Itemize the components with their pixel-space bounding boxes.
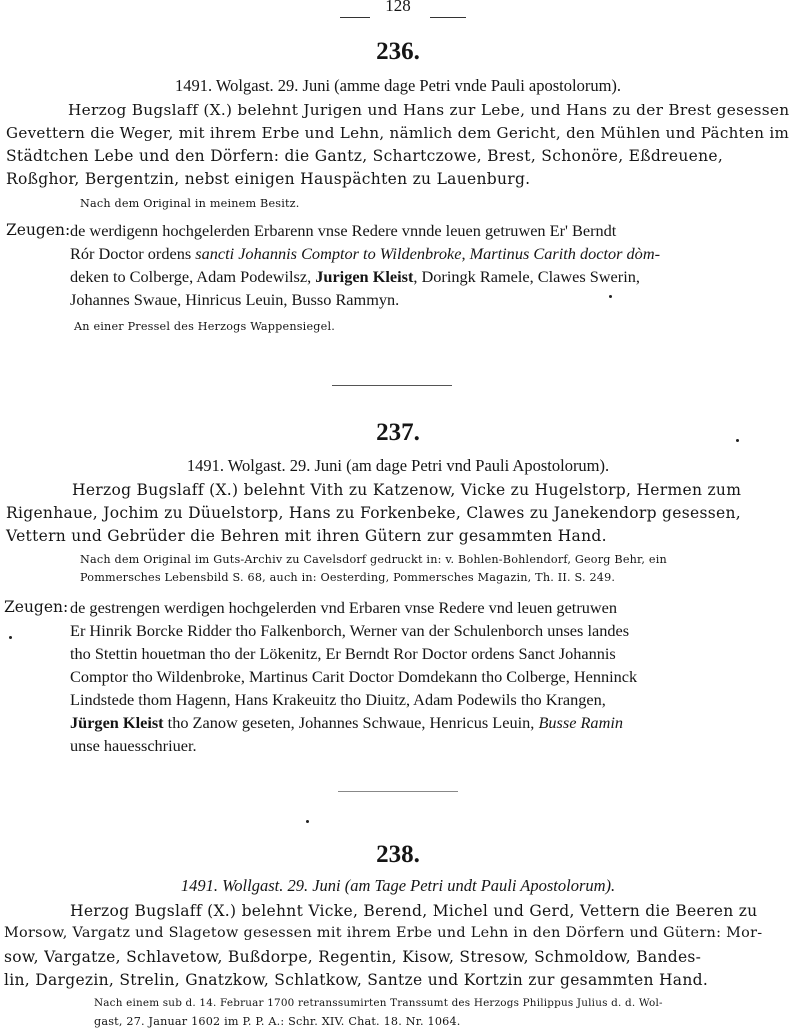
witness-text: tho Zanow geseten, Johannes Schwaue, Henricus Leuin, [163, 713, 539, 732]
document-237-witnesses-line: Er Hinrik Borcke Ridder tho Falkenborch, Werner van der Schulenborch unses landes [70, 621, 630, 640]
witness-name-kleist: Jurigen Kleist [315, 267, 414, 286]
witness-text: deken to Colberge, Adam Podewilsz, [70, 267, 316, 286]
document-number-237: 237. [376, 419, 420, 446]
document-237-witnesses-line: tho Stettin houetman tho der Lökenitz, Er Berndt Ror Doctor ordens Sanct Johannis [70, 644, 616, 663]
document-238-body-line: Herzog Bugslaff (X.) belehnt Vicke, Berend, Michel und Gerd, Vettern die Beeren zu [70, 902, 758, 920]
document-236-body-line: Gevettern die Weger, mit ihrem Erbe und Lehn, nämlich dem Gericht, den Mühlen und Pächten im [6, 124, 790, 142]
document-238-source-note: Nach einem sub d. 14. Februar 1700 retranssumirten Transsumt des Herzogs Philippus Julius d. d. Wol- [94, 997, 663, 1009]
witness-text: Rór Doctor ordens [70, 244, 196, 263]
section-divider [338, 791, 458, 792]
document-237-source-note: Nach dem Original im Guts-Archiv zu Cavelsdorf gedruckt in: v. Bohlen-Bohlendorf, Georg Behr, ein [80, 553, 667, 566]
document-236-body-line: Herzog Bugslaff (X.) belehnt Jurigen und Hans zur Lebe, und Hans zu der Brest gesessen [68, 101, 790, 119]
document-236-witnesses-line: Johannes Swaue, Hinricus Leuin, Busso Rammyn. [70, 290, 400, 309]
witness-text-italic: sancti Johannis Comptor to Wildenbroke, Martinus Carith doctor dòm- [195, 244, 661, 263]
document-236-witnesses-label: Zeugen: [6, 221, 71, 239]
print-speck [609, 295, 612, 298]
document-236-seal-note: An einer Pressel des Herzogs Wappensiegel. [74, 320, 335, 333]
document-237-date-place: 1491. Wolgast. 29. Juni (am dage Petri vnd Pauli Apostolorum). [186, 456, 610, 475]
document-236-body-line: Roßghor, Bergentzin, nebst einigen Hauspächten zu Lauenburg. [6, 170, 531, 188]
document-237-body-line: Herzog Bugslaff (X.) belehnt Vith zu Katzenow, Vicke zu Hugelstorp, Hermen zum [72, 481, 742, 499]
print-speck [736, 439, 739, 442]
document-236-witnesses-line: de werdigenn hochgelerden Erbarenn vnse Redere vnnde leuen getruwen Er' Berndt [70, 221, 617, 240]
document-237-body-line: Rigenhaue, Jochim zu Düuelstorp, Hans zu Forkenbeke, Clawes zu Janekendorp gesessen, [6, 504, 741, 522]
document-238-date-place-text: 1491. Wollgast. 29. Juni (am Tage Petri undt Pauli Apostolorum). [180, 876, 616, 895]
document-236-date-place: 1491. Wolgast. 29. Juni (amme dage Petri vnde Pauli apostolorum). [174, 76, 622, 95]
document-237-witnesses-line: unse hauesschriuer. [70, 736, 197, 755]
document-number-238: 238. [376, 841, 420, 868]
print-speck [9, 636, 12, 639]
document-237-witnesses-line: de gestrengen werdigen hochgelerden vnd Erbaren vnse Redere vnd leuen getruwen [70, 598, 618, 617]
document-237-source-note: Pommersches Lebensbild S. 68, auch in: Oesterding, Pommersches Magazin, Th. II. S. 249. [80, 571, 616, 584]
document-238-date-place [0, 876, 796, 896]
document-number-236: 236. [376, 38, 420, 65]
document-237-witnesses-line [70, 713, 623, 733]
witness-name-italic: Busse Ramin [538, 713, 623, 732]
page-number-rule-right [430, 17, 466, 18]
document-236-witnesses-line [70, 267, 640, 287]
section-divider [332, 385, 452, 386]
print-speck [306, 820, 309, 823]
page-number: 128 [385, 0, 411, 15]
witness-name-kleist: Jürgen Kleist [70, 713, 164, 732]
document-237-witnesses-line: Lindstede thom Hagenn, Hans Krakeuitz tho Diuitz, Adam Podewils tho Krangen, [70, 690, 606, 709]
witness-text: , Doringk Ramele, Clawes Swerin, [413, 267, 640, 286]
document-238-source-note: gast, 27. Januar 1602 im P. P. A.: Schr. XIV. Chat. 18. Nr. 1064. [94, 1015, 461, 1028]
document-238-body-line: sow, Vargatze, Schlavetow, Bußdorpe, Regentin, Kisow, Stresow, Schmoldow, Bandes- [4, 948, 702, 966]
document-236-source-note: Nach dem Original in meinem Besitz. [80, 197, 300, 210]
document-236-witnesses-line [70, 244, 660, 264]
document-238-body-line: Morsow, Vargatz und Slagetow gesessen mit ihrem Erbe und Lehn in den Dörfern und Gütern: Mor- [4, 925, 763, 941]
page-number-rule-left [340, 17, 370, 18]
document-237-witnesses-line: Comptor tho Wildenbroke, Martinus Carit Doctor Domdekann tho Colberge, Henninck [70, 667, 638, 686]
document-237-body-line: Vettern und Gebrüder die Behren mit ihren Gütern zur gesammten Hand. [6, 527, 607, 545]
document-238-body-line: lin, Dargezin, Strelin, Gnatzkow, Schlatkow, Santze und Kortzin zur gesammten Hand. [4, 971, 709, 989]
document-236-body-line: Städtchen Lebe und den Dörfern: die Gantz, Schartczowe, Brest, Schonöre, Eßdreuene, [6, 147, 724, 165]
document-237-witnesses-label: Zeugen: [4, 598, 69, 616]
